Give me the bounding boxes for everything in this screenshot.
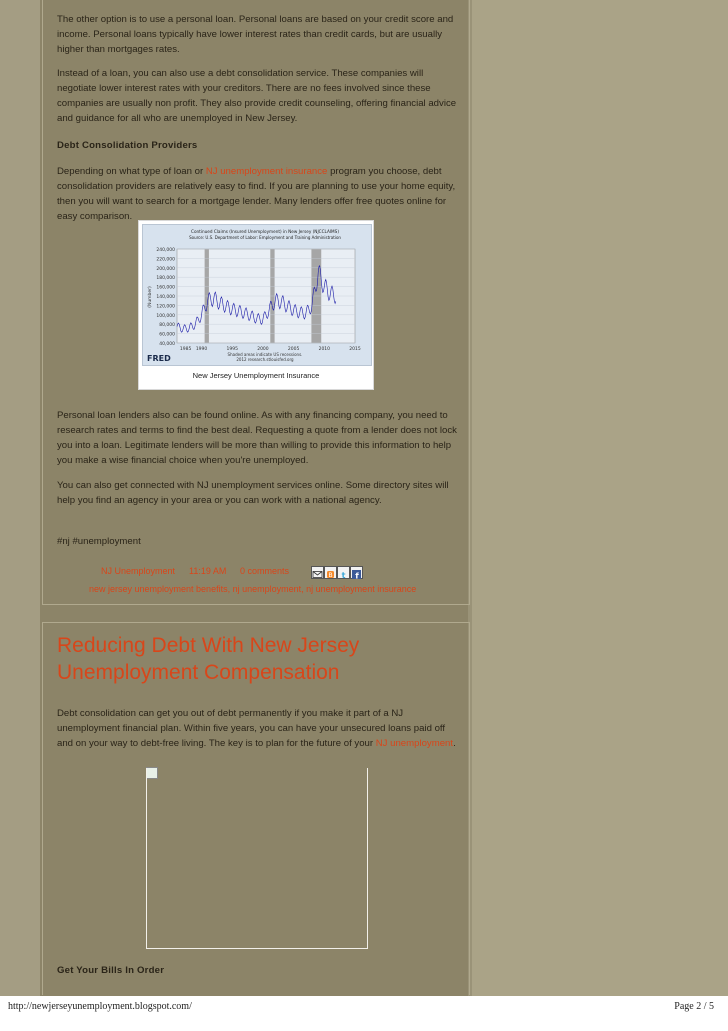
post-labels: new jersey unemployment benefits, nj unemployment, nj unemployment insurance: [89, 584, 417, 594]
chart-image: [138, 220, 374, 390]
y-tick-label: 200,000: [156, 266, 175, 272]
svg-text:B: B: [328, 572, 333, 579]
x-tick-label: 2000: [257, 347, 269, 352]
chart-title: Continued Claims (Insured Unemployment) in New Jersey (NJCCLAIMS): [191, 229, 339, 234]
fred-logo: FRED: [147, 354, 171, 363]
section-heading: Debt Consolidation Providers: [57, 140, 198, 151]
post-author[interactable]: NJ Unemployment: [101, 566, 176, 576]
label-link[interactable]: new jersey unemployment benefits: [89, 584, 228, 594]
paragraph: The other option is to use a personal loan. Personal loans are based on your credit score and income. Personal loans typically have lower interest rates than credit cards, but are usually higher than mortgages rates.: [57, 14, 454, 55]
x-tick-label: 2010: [318, 347, 331, 352]
y-tick-label: 120,000: [156, 304, 175, 310]
sidebar-column: [472, 0, 728, 996]
nj-unemployment-link[interactable]: NJ unemployment: [375, 738, 454, 749]
recession-note: Shaded areas indicate US recessions.: [227, 352, 303, 357]
y-tick-label: 140,000: [156, 295, 175, 300]
left-gutter: [0, 0, 40, 996]
footer-url: http://newjerseyunemployment.blogspot.com/: [8, 1001, 192, 1012]
label-link[interactable]: nj unemployment insurance: [306, 584, 417, 594]
x-tick-label: 2015: [349, 347, 361, 352]
y-tick-label: 60,000: [159, 332, 175, 338]
email-share-icon[interactable]: [311, 566, 324, 579]
paragraph: Depending on what type of loan or NJ unemployment insurance program you choose, debt consolidation providers are relatively easy to find. If you are planning to use your home equity, then you will want to search for a mortgage lender. Many lenders offer free quotes online for easy comparison.: [57, 166, 456, 222]
blogthis-share-icon[interactable]: [324, 566, 337, 579]
y-tick-label: 240,000: [156, 248, 175, 253]
comments-link[interactable]: 0 comments: [240, 566, 290, 576]
chart-subtitle: Source: U.S. Department of Labor: Employment and Training Administration: [189, 235, 341, 240]
y-tick-label: 40,000: [159, 342, 175, 347]
twitter-share-icon[interactable]: [337, 566, 350, 579]
paragraph: Debt consolidation can get you out of debt permanently if you make it part of a NJ unemployment financial plan. Within five years, you can have your unsecured loans paid off and on your way to debt-free living. The key is to plan for the future of your NJ unemployment.: [57, 708, 456, 749]
source-note: 2012 research.stlouisfed.org: [236, 357, 294, 362]
y-tick-label: 80,000: [159, 323, 175, 329]
y-tick-label: 100,000: [156, 313, 175, 319]
x-tick-label: 1985: [179, 347, 192, 352]
y-tick-label: 220,000: [156, 257, 175, 263]
paragraph: Instead of a loan, you can also use a debt consolidation service. These companies will negotiate lower interest rates with your creditors. There are no fees involved since these companies are usually non profit. They also provide credit counseling, offering financial advice and guidance for all who are unemployed in New Jersey.: [57, 68, 457, 124]
image-placeholder: [146, 768, 368, 949]
nj-unemployment-insurance-link[interactable]: NJ unemployment insurance: [205, 166, 328, 177]
chart-svg: [143, 225, 371, 365]
y-tick-label: 160,000: [156, 285, 175, 291]
chart-caption: New Jersey Unemployment Insurance: [192, 371, 320, 380]
hashtags: #nj #unemployment: [57, 536, 141, 547]
svg-text:t: t: [341, 571, 346, 580]
print-footer: [0, 996, 728, 1031]
y-tick-label: 180,000: [156, 276, 175, 282]
post-title[interactable]: Reducing Debt With New Jersey Unemployment Compensation: [57, 634, 360, 684]
page-number: Page 2 / 5: [674, 1001, 714, 1012]
svg-text:f: f: [355, 571, 359, 580]
x-tick-label: 2005: [287, 347, 300, 352]
x-tick-label: 1995: [226, 347, 238, 352]
paragraph: You can also get connected with NJ unemployment services online. Some directory sites will help you find an agency in your area or you can work with a national agency.: [57, 480, 449, 506]
section-heading: Get Your Bills In Order: [57, 965, 165, 976]
chart-area: [142, 224, 372, 366]
facebook-share-icon[interactable]: [350, 566, 363, 579]
paragraph: Personal loan lenders also can be found online. As with any financing company, you need to research rates and terms to find the best deal. Requesting a quote from a lender does not lock you into a loan. Legitimate lenders will be more than willing to provide this information to help you make a wise financial choice when you're unemployed.: [57, 410, 457, 466]
x-tick-label: 1990: [195, 347, 208, 352]
label-link[interactable]: nj unemployment: [232, 584, 302, 594]
y-axis-label: (Number): [148, 286, 153, 308]
post-time[interactable]: 11:19 AM: [189, 566, 227, 576]
